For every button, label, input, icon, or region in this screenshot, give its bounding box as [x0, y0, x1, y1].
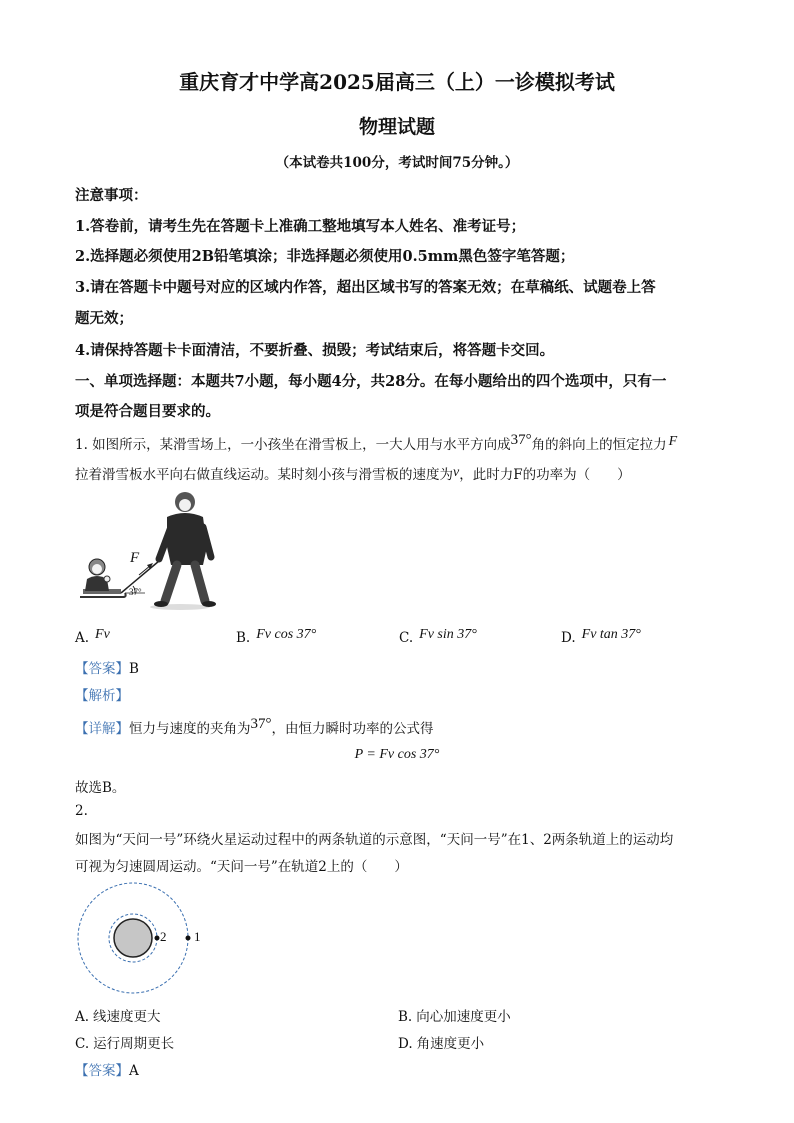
option-label: B.: [398, 1009, 413, 1025]
detail-text: ，由恒力瞬时功率的公式得: [271, 721, 434, 737]
option-label: C.: [399, 630, 414, 646]
answer-value: A: [129, 1063, 139, 1079]
section-heading: 一、单项选择题：本题共7小题，每小题4分，共28分。在每小题给出的四个选项中，只有一: [75, 373, 667, 390]
q2-number: 2.: [75, 803, 88, 819]
option-text: 向心加速度更小: [416, 1009, 511, 1025]
q1-option-b[interactable]: [236, 627, 317, 647]
orbit-2-label: 2: [160, 929, 167, 944]
q2-stem-line1: 如图为“天问一号”环绕火星运动过程中的两条轨道的示意图，“天问一号”在1、2两条轨道上的运动均: [75, 832, 674, 848]
q1-stem-line1: [75, 433, 677, 454]
answer-tag: 【答案】: [75, 661, 129, 677]
answer-tag: 【答案】: [75, 1063, 129, 1079]
q2-answer: [75, 1059, 139, 1079]
note-item: 4.请保持答题卡卡面清洁，不要折叠、损毁；考试结束后，将答题卡交回。: [75, 342, 555, 359]
q2-option-a[interactable]: [75, 1005, 161, 1025]
q1-option-d[interactable]: [561, 627, 641, 647]
detail-tag: 【详解】: [75, 721, 129, 737]
option-label: C.: [75, 1036, 90, 1052]
q1-detail: [75, 717, 434, 738]
q1-option-a[interactable]: [75, 627, 110, 647]
orbit-1-label: 1: [194, 929, 201, 944]
option-expr: Fv tan 37°: [581, 627, 641, 642]
q1-analysis-tag: [75, 684, 129, 704]
exam-info: （本试卷共100分，考试时间75分钟。）: [275, 155, 519, 171]
answer-value: B: [129, 661, 139, 677]
orbit-figure: [75, 880, 225, 996]
sled-figure: [75, 487, 220, 612]
analysis-tag: 【解析】: [75, 688, 129, 704]
option-text: 运行周期更长: [93, 1036, 175, 1052]
note-item: 3.请在答题卡中题号对应的区域内作答，超出区域书写的答案无效；在草稿纸、试题卷上答: [75, 279, 656, 296]
q1-velocity-symbol: v: [453, 465, 460, 480]
option-text: 角速度更小: [416, 1036, 485, 1052]
figure-angle-label: 37°: [129, 587, 142, 597]
q1-stem-text: ，此时力F的功率为（ ）: [459, 467, 631, 483]
figure-force-label: F: [130, 550, 140, 566]
q1-answer: [75, 657, 139, 677]
q1-stem-text: 角的斜向上的恒定拉力: [531, 437, 667, 453]
option-text: 线速度更大: [93, 1009, 161, 1025]
notes-heading: 注意事项：: [75, 187, 148, 204]
subject-title: 物理试题: [358, 116, 435, 138]
q2-option-b[interactable]: [398, 1005, 511, 1025]
section-heading-cont: 项是符合题目要求的。: [75, 403, 220, 420]
option-expr: Fv cos 37°: [256, 627, 317, 642]
q1-formula: P = Fv cos 37°: [354, 747, 440, 762]
detail-text: 恒力与速度的夹角为: [129, 721, 251, 737]
q1-force-symbol: F: [668, 434, 678, 449]
note-item: 1.答卷前，请考生先在答题卡上准确工整地填写本人姓名、准考证号；: [75, 218, 526, 235]
option-label: B.: [236, 630, 251, 646]
option-label: A.: [75, 630, 90, 646]
q1-option-c[interactable]: [399, 627, 477, 647]
q1-angle: 37°: [510, 432, 532, 448]
q1-stem-text: 拉着滑雪板水平向右做直线运动。某时刻小孩与滑雪板的速度为: [75, 467, 453, 483]
option-label: D.: [398, 1036, 413, 1052]
q2-option-c[interactable]: [75, 1032, 174, 1052]
q2-stem-line2: 可视为匀速圆周运动。“天问一号”在轨道2上的（ ）: [75, 859, 408, 875]
option-expr: Fv sin 37°: [419, 627, 477, 642]
detail-angle: 37°: [250, 716, 272, 732]
option-label: A.: [75, 1009, 90, 1025]
q1-stem-text: 1. 如图所示，某滑雪场上，一小孩坐在滑雪板上，一大人用与水平方向成: [75, 437, 511, 453]
note-item: 2.选择题必须使用2B铅笔填涂；非选择题必须使用0.5mm黑色签字笔答题；: [75, 248, 575, 265]
note-item: 题无效；: [75, 310, 133, 327]
q2-option-d[interactable]: [398, 1032, 484, 1052]
q1-conclusion: 故选B。: [75, 780, 126, 796]
exam-title: 重庆育才中学高2025届高三（上）一诊模拟考试: [179, 70, 615, 94]
option-expr: Fv: [95, 627, 110, 642]
q1-stem-line2: [75, 463, 631, 484]
option-label: D.: [561, 630, 576, 646]
